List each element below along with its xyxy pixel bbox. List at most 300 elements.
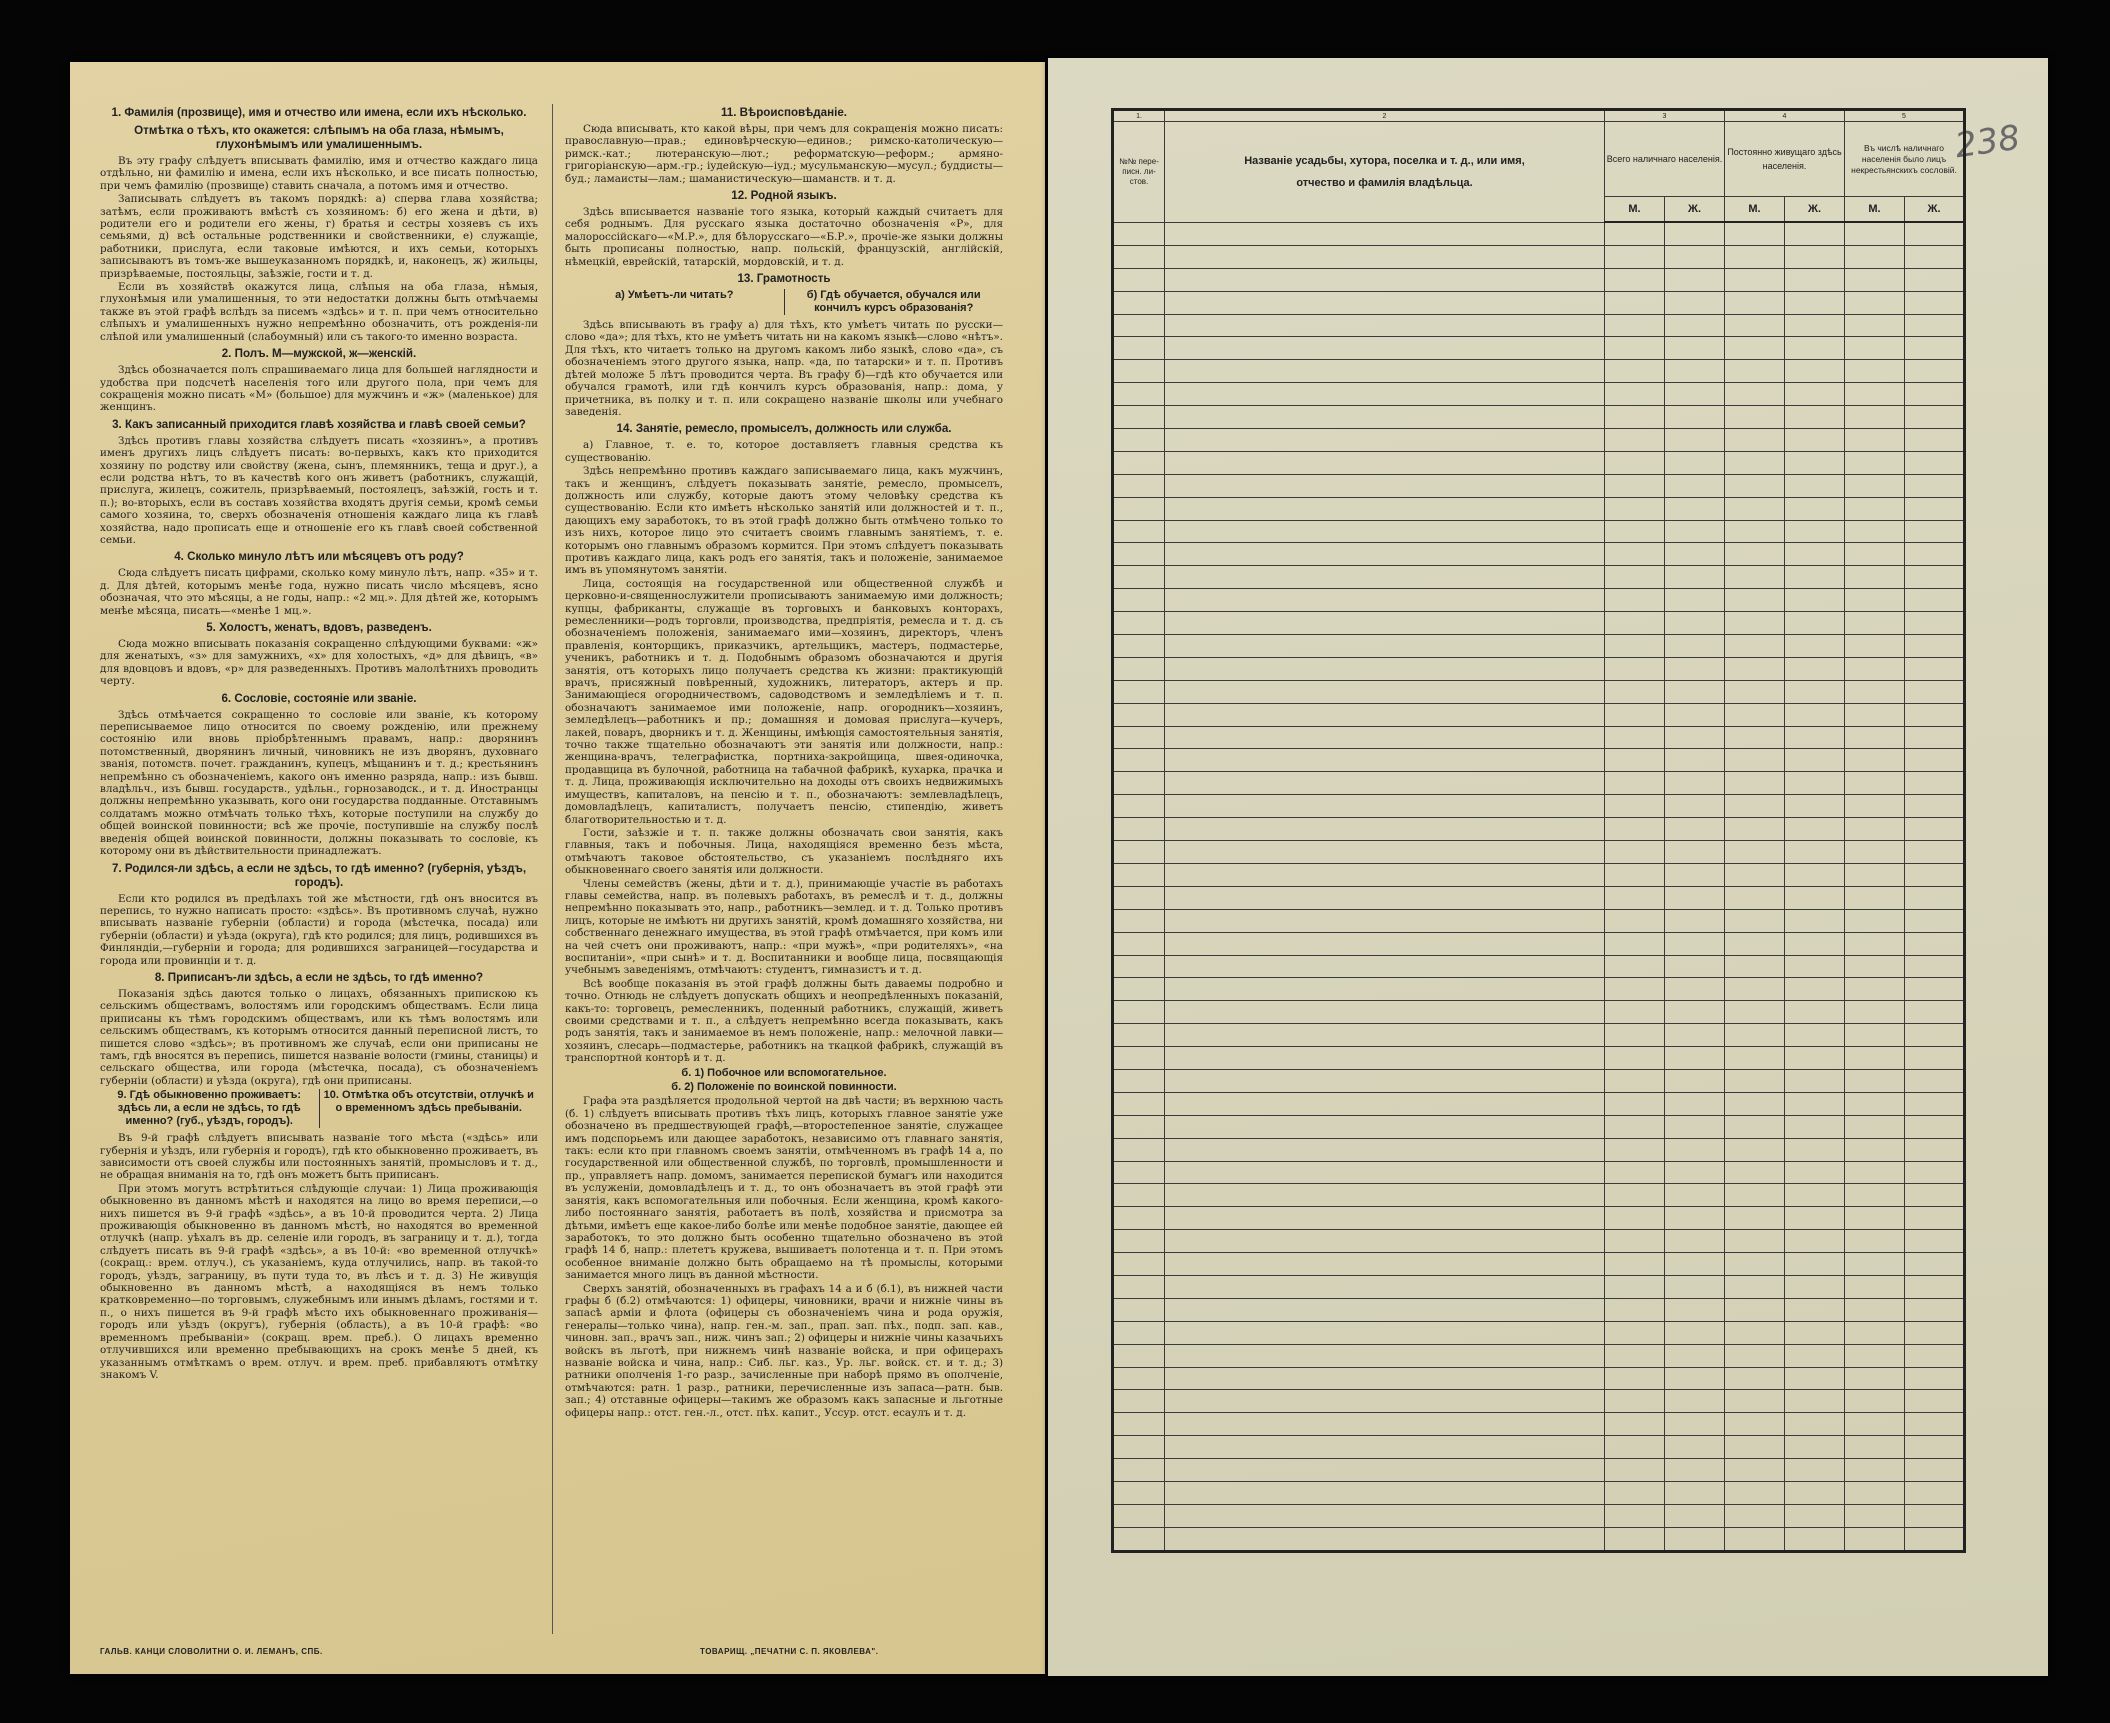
table-row xyxy=(1113,360,1965,383)
table-cell xyxy=(1113,1138,1165,1161)
table-cell xyxy=(1785,589,1845,612)
instruction-paragraph: Сюда слѣдуетъ писать цифрами, сколько кому минуло лѣтъ, напр. «35» и т. д. Для дѣтей, которымъ менѣе года, нужно писать число мѣсяцевъ, ясно обозначая, что это мѣсяцы, а не годы, напр.: «2 мц.». Для дѣтей же, которымъ менѣе мѣсяца, писать—«менѣе 1 мц.». xyxy=(100,567,538,617)
table-cell xyxy=(1165,451,1605,474)
table-cell xyxy=(1725,543,1785,566)
table-cell xyxy=(1725,1321,1785,1344)
table-cell xyxy=(1905,566,1965,589)
table-cell xyxy=(1905,886,1965,909)
table-cell xyxy=(1165,726,1605,749)
table-cell xyxy=(1785,291,1845,314)
table-cell xyxy=(1665,749,1725,772)
instruction-paragraph: а) Главное, т. е. то, которое доставляетъ главныя средства къ существованію. xyxy=(565,439,1003,464)
table-cell xyxy=(1845,543,1905,566)
table-cell xyxy=(1605,612,1665,635)
census-table xyxy=(1111,108,1966,1553)
table-cell xyxy=(1845,291,1905,314)
table-cell xyxy=(1785,1527,1845,1551)
table-cell xyxy=(1665,703,1725,726)
table-row xyxy=(1113,1184,1965,1207)
table-cell xyxy=(1785,909,1845,932)
table-cell xyxy=(1905,1413,1965,1436)
table-cell xyxy=(1905,1115,1965,1138)
sex-label: М. xyxy=(1725,197,1785,223)
table-cell xyxy=(1725,566,1785,589)
table-cell xyxy=(1605,589,1665,612)
table-cell xyxy=(1905,1138,1965,1161)
table-cell xyxy=(1165,1184,1605,1207)
table-cell xyxy=(1165,818,1605,841)
table-cell xyxy=(1605,863,1665,886)
table-cell xyxy=(1113,955,1165,978)
table-cell xyxy=(1725,1069,1785,1092)
table-row xyxy=(1113,222,1965,245)
table-cell xyxy=(1725,841,1785,864)
table-cell xyxy=(1785,268,1845,291)
table-cell xyxy=(1785,1367,1845,1390)
table-cell xyxy=(1785,726,1845,749)
table-cell xyxy=(1725,429,1785,452)
table-cell xyxy=(1113,314,1165,337)
table-cell xyxy=(1165,680,1605,703)
table-cell xyxy=(1605,680,1665,703)
instruction-paragraph: Сверхъ занятій, обозначенныхъ въ графахъ 14 а и б (б.1), въ нижней части графы б (б.2) отмѣчаются: 1) офицеры, чиновники, врачи и нижніе чины въ запасѣ арміи и флота (офицеры съ обозначеніемъ чина и рода оружія, генералы—только чина), напр. ген.-м. зап., прап. зап. пѣх., подп. зап. кав., чиновн. зап., врачъ зап., ниж. чинъ зап.; 2) офицеры и нижніе чины казачьихъ войскъ въ льготѣ, при нижнемъ чинѣ названіе войска, и при офицерахъ названіе войска и чина, напр.: Сиб. льг. каз., Ур. льг. войск. ст. и т. д.; 3) ратники ополченія 1-го разр., зачисленные при наборѣ прямо въ ополченіе, отмѣчаются: ратн. 1 разр., ратники, перечисленные изъ запаса—ратн. быв. зап.; 4) отставные офицеры—такимъ же образомъ какъ запасные и льготные офицеры напр.: отст. ген.-л., отст. пѣх. капит., Уссур. отст. есаулъ и т. д. xyxy=(565,1282,1003,1419)
table-cell xyxy=(1725,383,1785,406)
table-cell xyxy=(1785,863,1845,886)
table-cell xyxy=(1113,589,1165,612)
table-cell xyxy=(1905,268,1965,291)
table-cell xyxy=(1725,360,1785,383)
table-cell xyxy=(1165,1069,1605,1092)
table-cell xyxy=(1845,1275,1905,1298)
table-row xyxy=(1113,1459,1965,1482)
table-cell xyxy=(1905,818,1965,841)
table-row xyxy=(1113,978,1965,1001)
table-cell xyxy=(1605,1001,1665,1024)
table-cell xyxy=(1665,474,1725,497)
table-cell xyxy=(1845,520,1905,543)
table-cell xyxy=(1785,1436,1845,1459)
sex-label: Ж. xyxy=(1905,197,1965,223)
table-cell xyxy=(1605,1321,1665,1344)
table-cell xyxy=(1725,1275,1785,1298)
table-cell xyxy=(1605,772,1665,795)
sex-label: М. xyxy=(1845,197,1905,223)
table-cell xyxy=(1113,909,1165,932)
header-non-peasant: Въ числѣ наличнаго населенія было лицъ некрестьянскихъ сословій. xyxy=(1845,122,1965,197)
table-cell xyxy=(1845,841,1905,864)
table-cell xyxy=(1113,497,1165,520)
table-cell xyxy=(1665,635,1725,658)
table-row xyxy=(1113,451,1965,474)
table-cell xyxy=(1165,589,1605,612)
table-cell xyxy=(1605,1298,1665,1321)
table-cell xyxy=(1725,1047,1785,1070)
table-cell xyxy=(1605,337,1665,360)
table-cell xyxy=(1905,406,1965,429)
table-cell xyxy=(1725,1413,1785,1436)
table-cell xyxy=(1665,1367,1725,1390)
table-cell xyxy=(1113,474,1165,497)
table-row xyxy=(1113,1367,1965,1390)
table-cell xyxy=(1165,383,1605,406)
table-row xyxy=(1113,795,1965,818)
table-cell xyxy=(1905,703,1965,726)
table-cell xyxy=(1165,1527,1605,1551)
table-cell xyxy=(1605,1069,1665,1092)
table-cell xyxy=(1113,543,1165,566)
table-cell xyxy=(1905,1481,1965,1504)
col-number: 4 xyxy=(1725,110,1845,122)
table-cell xyxy=(1165,909,1605,932)
table-cell xyxy=(1113,1321,1165,1344)
table-cell xyxy=(1605,429,1665,452)
table-cell xyxy=(1665,772,1725,795)
table-cell xyxy=(1905,1047,1965,1070)
section-heading: 10. Отмѣтка объ отсутствіи, отлучкѣ и о временномъ здѣсь пребываніи. xyxy=(319,1089,539,1128)
table-cell xyxy=(1785,978,1845,1001)
table-row xyxy=(1113,291,1965,314)
table-cell xyxy=(1665,406,1725,429)
table-cell xyxy=(1905,932,1965,955)
table-cell xyxy=(1113,1207,1165,1230)
table-cell xyxy=(1605,268,1665,291)
table-cell xyxy=(1605,1184,1665,1207)
table-cell xyxy=(1725,451,1785,474)
table-cell xyxy=(1605,1253,1665,1276)
table-cell xyxy=(1113,1436,1165,1459)
col-number: 3 xyxy=(1605,110,1725,122)
table-cell xyxy=(1605,1504,1665,1527)
table-cell xyxy=(1785,406,1845,429)
table-row xyxy=(1113,841,1965,864)
table-cell xyxy=(1785,429,1845,452)
table-cell xyxy=(1605,955,1665,978)
table-cell xyxy=(1845,726,1905,749)
table-cell xyxy=(1605,909,1665,932)
table-cell xyxy=(1113,520,1165,543)
table-cell xyxy=(1785,451,1845,474)
table-cell xyxy=(1845,1024,1905,1047)
header-sheet-number: №№ пере-писн. ли-стов. xyxy=(1113,122,1165,223)
table-cell xyxy=(1605,1047,1665,1070)
table-cell xyxy=(1665,497,1725,520)
table-cell xyxy=(1605,1275,1665,1298)
table-cell xyxy=(1165,474,1605,497)
table-cell xyxy=(1165,1207,1605,1230)
table-cell xyxy=(1165,1161,1605,1184)
table-cell xyxy=(1665,863,1725,886)
table-row xyxy=(1113,589,1965,612)
table-cell xyxy=(1905,314,1965,337)
table-row xyxy=(1113,245,1965,268)
table-cell xyxy=(1113,1298,1165,1321)
table-cell xyxy=(1113,749,1165,772)
instructions-column-right xyxy=(565,102,1003,1614)
table-cell xyxy=(1665,1321,1725,1344)
sex-label: М. xyxy=(1605,197,1665,223)
table-cell xyxy=(1605,406,1665,429)
section-heading: 7. Родился-ли здѣсь, а если не здѣсь, то гдѣ именно? (губернія, уѣздъ, городъ). xyxy=(111,861,527,889)
table-cell xyxy=(1905,657,1965,680)
table-cell xyxy=(1165,955,1605,978)
table-cell xyxy=(1113,222,1165,245)
instruction-paragraph: Здѣсь вписывають въ графу а) для тѣхъ, кто умѣетъ читать по русски—слово «да»; для тѣхъ, кто не умѣетъ читать ни на какомъ языкѣ—слово «нѣтъ». Для тѣхъ, кто читаетъ только на другомъ какомъ либо языкѣ, слово «да», съ обозначеніемъ этого другого языка, напр. «да, по татарски» и т. п. Противъ дѣтей моложе 5 лѣтъ проводится черта. Въ графу б)—гдѣ кто обучается или обучался грамотѣ, или гдѣ кончилъ курсъ образованія, напр.: дома, у причетника, въ полку и т. п. или сокращено названіе школы или учебнаго заведенія. xyxy=(565,319,1003,418)
table-cell xyxy=(1785,1001,1845,1024)
table-cell xyxy=(1845,749,1905,772)
table-cell xyxy=(1665,1344,1725,1367)
instruction-paragraph: Здѣсь противъ главы хозяйства слѣдуетъ писать «хозяинъ», а противъ именъ другихъ лицъ слѣдуетъ писать: во-первыхъ, какъ кто приходится хозяину по родству или свойству (жена, сынъ, племянникъ, теща и друг.), а если родства нѣтъ, то въ качествѣ кого онъ живетъ (работникъ, служащій, прислуга, жилецъ, сожитель, призрѣваемый, постоялецъ, заѣзжій, гость и т. п.); во-вторыхъ, если въ составъ хозяйства входятъ другія семьи, кромѣ семьи самого хозяина, то, сверхъ обозначенія отношенія каждаго лица къ главѣ хозяйства, надо прописать еще и отношеніе его къ главѣ своей собственной семьи. xyxy=(100,434,538,546)
table-row xyxy=(1113,612,1965,635)
table-cell xyxy=(1605,383,1665,406)
table-cell xyxy=(1165,1253,1605,1276)
table-cell xyxy=(1905,909,1965,932)
table-cell xyxy=(1845,1207,1905,1230)
table-cell xyxy=(1845,886,1905,909)
table-cell xyxy=(1113,657,1165,680)
instruction-paragraph: Показанія здѣсь даются только о лицахъ, обязанныхъ припискою къ сельскимъ обществамъ, волостямъ или городскимъ обществамъ. Если лица приписаны къ тѣмъ городскимъ обществамъ, или къ тѣмъ волостямъ или сельскимъ обществамъ, къ которымъ относится данный переписной листъ, то пишется слово «здѣсь»; въ противномъ же случаѣ, если они приписаны не тамъ, гдѣ вносятся въ перепись, пишется названіе волости (гмины, станицы) и сельскаго общества, или города (мѣстечка, посада), съ обозначеніемъ губерніи (области) и уѣзда (округа), гдѣ они приписаны. xyxy=(100,987,538,1087)
printer-imprint-right: ТОВАРИЩ. „ПЕЧАТНИ С. П. ЯКОВЛЕВА". xyxy=(700,1647,879,1656)
table-cell xyxy=(1905,1367,1965,1390)
table-cell xyxy=(1165,543,1605,566)
table-cell xyxy=(1905,635,1965,658)
table-cell xyxy=(1845,1161,1905,1184)
table-cell xyxy=(1165,841,1605,864)
table-cell xyxy=(1725,222,1785,245)
column-number-row xyxy=(1113,110,1965,122)
table-cell xyxy=(1113,1161,1165,1184)
instruction-paragraph: Графа эта раздѣляется продольной чертой на двѣ части; въ верхнюю часть (б. 1) слѣдуетъ вписывать противъ тѣхъ лицъ, которыхъ главное занятіе уже обозначено въ предшествующей графѣ,—второстепенное занятіе, служащее имъ подспорьемъ или дающее заработокъ, независимо отъ главнаго занятія, такъ: если кто при главномъ своемъ занятіи, отмѣченномъ въ графѣ 14 а, по государственной или общественной службѣ, по торговлѣ, промышленности и пр., управляетъ напр. домомъ, занимается перепиской бумагъ или находится въ услуженіи, домовладѣлецъ и т. д., то онъ обозначаетъ въ этой графѣ эти занятія, какъ вспомогательныя или побочныя. Если женщина, кромѣ какого-либо постояннаго занятія, работаетъ въ полѣ, хозяйства и присмотра за дѣтьми, имѣетъ еще какое-либо болѣе или менѣе подобное занятіе, дающее ей заработокъ, то это должно быть особенно тщательно обозначено въ этой графѣ 14 б, напр.: плететъ кружева, вышиваетъ полотенца и т. п. При этомъ особенное вниманіе должно быть обращаемо на тѣ промыслы, которыми занимается много лицъ въ данной мѣстности. xyxy=(565,1095,1003,1282)
table-row xyxy=(1113,1413,1965,1436)
table-cell xyxy=(1113,1024,1165,1047)
table-cell xyxy=(1113,818,1165,841)
table-cell xyxy=(1845,406,1905,429)
table-row xyxy=(1113,863,1965,886)
column-divider xyxy=(552,104,553,1634)
section-heading: б. 2) Положеніе по воинской повинности. xyxy=(671,1081,897,1094)
table-cell xyxy=(1905,1344,1965,1367)
table-cell xyxy=(1845,818,1905,841)
table-cell xyxy=(1665,268,1725,291)
table-cell xyxy=(1845,429,1905,452)
table-cell xyxy=(1785,1092,1845,1115)
table-cell xyxy=(1845,657,1905,680)
table-cell xyxy=(1905,1275,1965,1298)
table-cell xyxy=(1845,337,1905,360)
section-heading: 9. Гдѣ обыкновенно проживаетъ: здѣсь ли, а если не здѣсь, то гдѣ именно? (губ., уѣздъ, городъ). xyxy=(117,1089,302,1128)
table-row xyxy=(1113,1024,1965,1047)
table-cell xyxy=(1605,818,1665,841)
table-cell xyxy=(1785,1230,1845,1253)
table-cell xyxy=(1785,497,1845,520)
table-cell xyxy=(1725,1184,1785,1207)
table-cell xyxy=(1113,1230,1165,1253)
census-table-body xyxy=(1113,222,1965,1551)
table-cell xyxy=(1905,474,1965,497)
table-cell xyxy=(1785,360,1845,383)
table-cell xyxy=(1665,245,1725,268)
table-cell xyxy=(1725,886,1785,909)
table-cell xyxy=(1905,1436,1965,1459)
table-cell xyxy=(1113,429,1165,452)
instruction-paragraph: Здѣсь непремѣнно противъ каждаго записываемаго лица, какъ мужчинъ, такъ и женщинъ, слѣдуетъ показывать занятіе, ремесло, промыселъ, должность или службу, которые даютъ этому человѣку средства къ существованію. Если кто имѣетъ нѣсколько занятій или должностей и т. п., дающихъ ему заработокъ, то въ этой графѣ должно быть отмѣчено только то изъ нихъ, которое лицо это считаетъ своимъ главнымъ занятіемъ, т. е. которымъ оно главнымъ образомъ кормится. При этомъ слѣдуетъ показывать противъ каждаго лица, какъ родъ его занятія, такъ и положеніе, занимаемое имъ въ упомянутомъ занятіи. xyxy=(565,465,1003,577)
table-cell xyxy=(1725,635,1785,658)
instruction-paragraph: Если кто родился въ предѣлахъ той же мѣстности, гдѣ онъ вносится въ перепись, то нужно написать просто: «здѣсь». Въ противномъ случаѣ, нужно вписывать названіе губерніи (области) и города (мѣстечка, посада) или губерніи (области) и уѣзда (округа), гдѣ кто родился; для лицъ, родившихся въ Финляндіи,—губерніи и города; для родившихся заграницей—государства и города или провинціи и т. д. xyxy=(100,892,538,967)
table-cell xyxy=(1165,291,1605,314)
table-cell xyxy=(1605,245,1665,268)
table-cell xyxy=(1725,818,1785,841)
table-cell xyxy=(1165,612,1605,635)
table-cell xyxy=(1605,749,1665,772)
table-cell xyxy=(1665,314,1725,337)
section-heading: 14. Занятіе, ремесло, промыселъ, должность или служба. xyxy=(616,422,952,436)
table-cell xyxy=(1665,841,1725,864)
header-settlement-name: Названіе усадьбы, хутора, поселка и т. д., или имя, отчество и фамилія владѣльца. xyxy=(1165,122,1605,223)
table-cell xyxy=(1665,429,1725,452)
table-cell xyxy=(1113,1092,1165,1115)
table-cell xyxy=(1845,863,1905,886)
table-cell xyxy=(1665,1047,1725,1070)
table-cell xyxy=(1725,612,1785,635)
table-cell xyxy=(1165,1367,1605,1390)
table-cell xyxy=(1665,451,1725,474)
table-cell xyxy=(1785,245,1845,268)
table-cell xyxy=(1845,1527,1905,1551)
table-cell xyxy=(1845,1321,1905,1344)
table-cell xyxy=(1113,1527,1165,1551)
table-cell xyxy=(1165,1047,1605,1070)
table-cell xyxy=(1665,1024,1725,1047)
table-cell xyxy=(1605,635,1665,658)
table-cell xyxy=(1845,1436,1905,1459)
table-cell xyxy=(1665,1001,1725,1024)
table-cell xyxy=(1665,1527,1725,1551)
table-cell xyxy=(1605,474,1665,497)
table-cell xyxy=(1725,1115,1785,1138)
table-cell xyxy=(1165,703,1605,726)
table-cell xyxy=(1605,314,1665,337)
table-cell xyxy=(1845,1459,1905,1482)
table-cell xyxy=(1785,474,1845,497)
section-heading: 2. Полъ. М—мужской, ж—женскій. xyxy=(221,347,417,361)
table-cell xyxy=(1905,978,1965,1001)
table-cell xyxy=(1165,1504,1605,1527)
table-cell xyxy=(1165,772,1605,795)
table-row xyxy=(1113,703,1965,726)
table-cell xyxy=(1665,1436,1725,1459)
table-cell xyxy=(1785,795,1845,818)
table-row xyxy=(1113,1275,1965,1298)
table-cell xyxy=(1725,1253,1785,1276)
table-cell xyxy=(1605,1230,1665,1253)
table-cell xyxy=(1905,1184,1965,1207)
table-cell xyxy=(1785,1207,1845,1230)
table-cell xyxy=(1665,1275,1725,1298)
table-cell xyxy=(1605,932,1665,955)
table-cell xyxy=(1605,726,1665,749)
table-cell xyxy=(1905,1001,1965,1024)
table-cell xyxy=(1725,1298,1785,1321)
table-cell xyxy=(1165,1001,1605,1024)
table-cell xyxy=(1905,841,1965,864)
instruction-paragraph: Въ эту графу слѣдуетъ вписывать фамилію, имя и отчество каждаго лица отдѣльно, ни фамилію и имена, если ихъ нѣсколько, и все писать полностью, при чемъ фамилію (прозвище) ставить сначала, а потомъ имя и отчество. xyxy=(100,155,538,192)
table-cell xyxy=(1113,1481,1165,1504)
table-cell xyxy=(1785,1298,1845,1321)
table-row xyxy=(1113,1481,1965,1504)
table-cell xyxy=(1845,497,1905,520)
table-cell xyxy=(1845,1092,1905,1115)
table-cell xyxy=(1605,1138,1665,1161)
table-cell xyxy=(1905,497,1965,520)
table-row xyxy=(1113,1253,1965,1276)
table-cell xyxy=(1845,1115,1905,1138)
sex-label: Ж. xyxy=(1785,197,1845,223)
table-cell xyxy=(1905,291,1965,314)
table-cell xyxy=(1165,429,1605,452)
table-cell xyxy=(1165,406,1605,429)
table-row xyxy=(1113,314,1965,337)
table-cell xyxy=(1665,337,1725,360)
table-cell xyxy=(1905,726,1965,749)
table-cell xyxy=(1605,886,1665,909)
table-row xyxy=(1113,1069,1965,1092)
table-cell xyxy=(1845,245,1905,268)
table-cell xyxy=(1905,1321,1965,1344)
table-row xyxy=(1113,909,1965,932)
table-cell xyxy=(1785,1253,1845,1276)
table-cell xyxy=(1113,1184,1165,1207)
table-cell xyxy=(1785,1481,1845,1504)
table-cell xyxy=(1665,818,1725,841)
instruction-paragraph: Сюда можно вписывать показанія сокращенно слѣдующими буквами: «ж» для женатыхъ, «з» для замужнихъ, «х» для холостыхъ, «д» для дѣвицъ, «в» для вдовцовъ и вдовъ, «р» для разведенныхъ. Противъ малолѣтнихъ проводить черту. xyxy=(100,638,538,688)
table-cell xyxy=(1725,314,1785,337)
instruction-paragraph: Здѣсь обозначается полъ спрашиваемаго лица для большей наглядности и удобства при подсчетѣ населенія того или другого пола, при чемъ для сокращенія можно писать «М» (большое) для мужчинъ и «ж» (маленькое) для женщинъ. xyxy=(100,364,538,414)
table-cell xyxy=(1605,1527,1665,1551)
table-cell xyxy=(1725,291,1785,314)
table-cell xyxy=(1165,1230,1605,1253)
table-row xyxy=(1113,1321,1965,1344)
table-cell xyxy=(1845,451,1905,474)
table-cell xyxy=(1665,932,1725,955)
table-cell xyxy=(1785,1161,1845,1184)
table-cell xyxy=(1725,657,1785,680)
table-cell xyxy=(1785,1024,1845,1047)
table-cell xyxy=(1785,1459,1845,1482)
table-cell xyxy=(1725,680,1785,703)
table-row xyxy=(1113,566,1965,589)
table-cell xyxy=(1605,703,1665,726)
table-cell xyxy=(1605,978,1665,1001)
instruction-paragraph: Члены семействъ (жены, дѣти и т. д.), принимающіе участіе въ работахъ главы семейства, напр. въ полевыхъ работахъ, въ ремеслѣ и т. д., должны непремѣнно показывать это, напр., работникъ—землед. и т. д. Только противъ лицъ, которые не имѣютъ ни другихъ занятій, кромѣ домашняго хозяйства, ни собственнаго денежнаго имущества, въ этой графѣ отмѣчается, при комъ или на чей счетъ они проживаютъ, напр.: «при мужѣ», «при родителяхъ», «на воспитаніи», «при сынѣ» и т. д. Воспитанники и вообще лица, посвящающія учебнымъ заведеніямъ, отмѣчаютъ: студентъ, гимназистъ и т. д. xyxy=(565,877,1003,977)
instruction-paragraph: Сюда вписывать, кто какой вѣры, при чемъ для сокращенія можно писать: православную—прав.; единовѣрческую—единов.; римско-католическую—римск.-кат.; лютеранскую—лют.; реформатскую—реформ.; армяно-григоріанскую—арм.-гр.; іудейскую—іуд.; мусульманскую—мусул.; буддисты—буд.; ламаисты—лам.; шаманистическую—шаманств. и т. д. xyxy=(565,123,1003,185)
instructions-sheet xyxy=(70,62,1045,1674)
table-cell xyxy=(1165,1413,1605,1436)
col-number: 1. xyxy=(1113,110,1165,122)
census-table-sheet xyxy=(1048,58,2048,1676)
table-cell xyxy=(1113,291,1165,314)
table-row xyxy=(1113,429,1965,452)
table-cell xyxy=(1905,383,1965,406)
instruction-paragraph: Въ 9-й графѣ слѣдуетъ вписывать названіе того мѣста («здѣсь» или губернія и уѣздъ, или губернія и городъ), гдѣ кто обыкновенно проживаетъ, въ зависимости отъ своей службы или постоянныхъ занятій, промысловъ и т. д., не обращая вниманія на то, гдѣ онъ можетъ быть приписанъ. xyxy=(100,1132,538,1182)
table-cell xyxy=(1725,955,1785,978)
table-cell xyxy=(1785,337,1845,360)
table-cell xyxy=(1845,268,1905,291)
table-row xyxy=(1113,337,1965,360)
table-row xyxy=(1113,1115,1965,1138)
table-cell xyxy=(1113,612,1165,635)
col-number: 2 xyxy=(1165,110,1605,122)
header-permanent-population: Постоянно живущаго здѣсь населенія. xyxy=(1725,122,1845,197)
table-cell xyxy=(1165,337,1605,360)
